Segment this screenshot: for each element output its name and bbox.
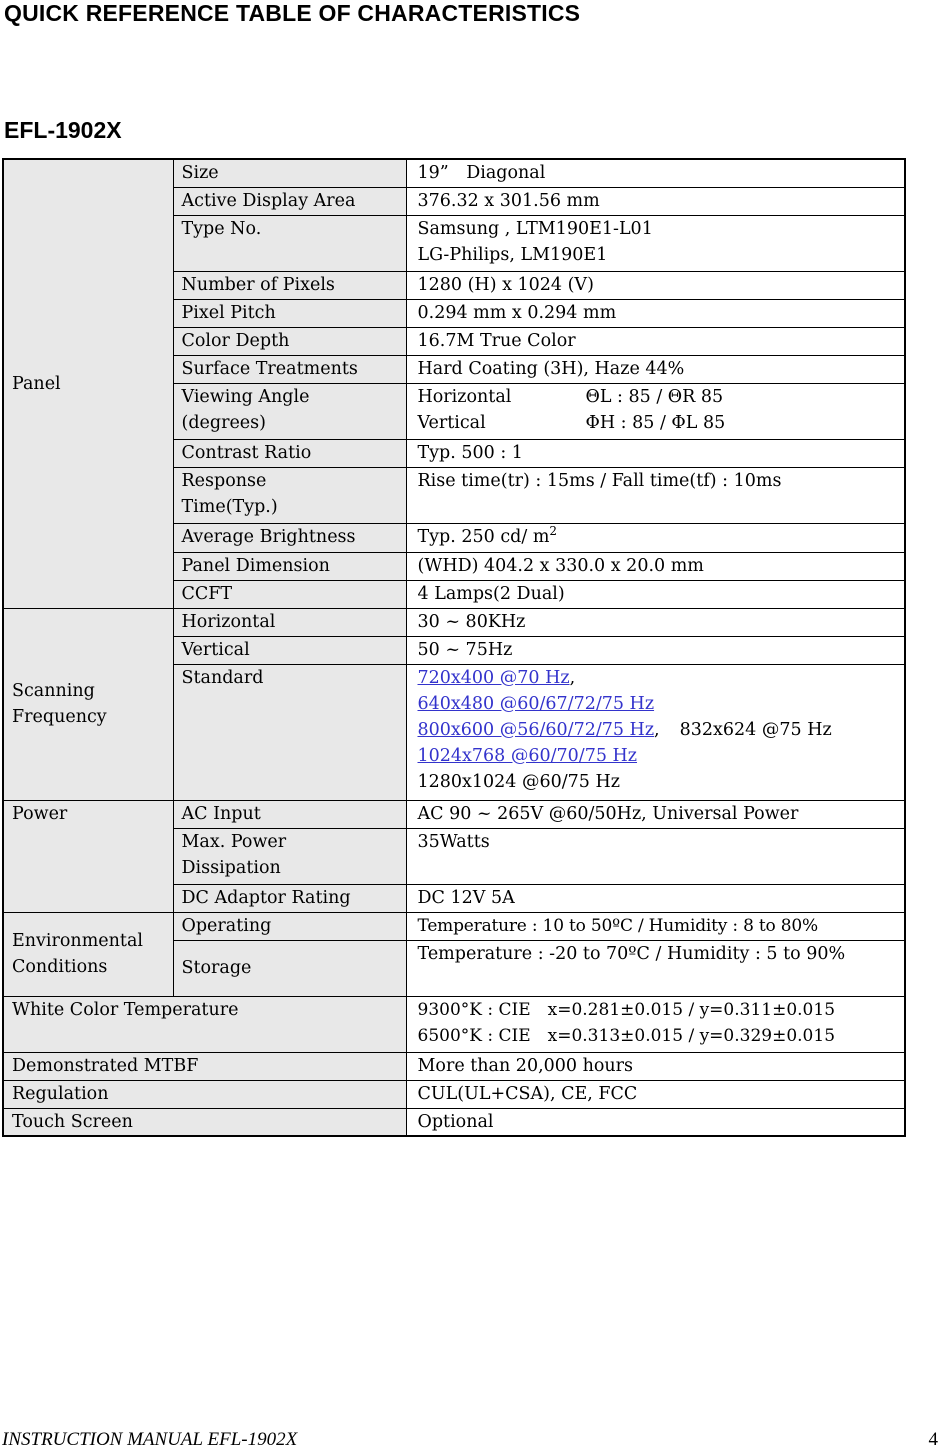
- row-label: Horizontal: [173, 608, 406, 636]
- standard-mode-link[interactable]: 640x480 @60/67/72/75 Hz: [417, 693, 655, 714]
- row-label: Pixel Pitch: [173, 299, 406, 327]
- row-value: 35Watts: [406, 828, 905, 884]
- row-label: Operating: [173, 912, 406, 940]
- model-heading: EFL-1902X: [4, 117, 122, 143]
- spec-table: [2, 158, 906, 1137]
- row-label: Size: [173, 159, 406, 187]
- table-row: [3, 996, 905, 1052]
- row-value: 50 ~ 75Hz: [406, 636, 905, 664]
- table-row: [3, 912, 905, 940]
- row-value: 30 ~ 80KHz: [406, 608, 905, 636]
- row-value: [406, 664, 905, 800]
- row-value: [406, 215, 905, 271]
- value-line: [418, 743, 897, 769]
- row-label: Vertical: [173, 636, 406, 664]
- separator: ,: [569, 667, 576, 688]
- row-label: Number of Pixels: [173, 271, 406, 299]
- row-value: Temperature : 10 to 50ºC / Humidity : 8 to 80%: [406, 912, 905, 940]
- row-value: [406, 523, 905, 552]
- viewing-vertical-value: ΦH : 85 / ΦL 85: [585, 412, 726, 433]
- group-panel: Panel: [3, 159, 173, 608]
- label-line: (degrees): [181, 412, 266, 433]
- group-environmental-conditions: [3, 912, 173, 996]
- row-value: Temperature : -20 to 70ºC / Humidity : 5 to 90%: [406, 940, 905, 996]
- page-number: 4: [928, 1429, 938, 1450]
- standard-mode-link[interactable]: 720x400 @70 Hz: [417, 667, 570, 688]
- table-row: [3, 1080, 905, 1108]
- row-label: Regulation: [3, 1080, 406, 1108]
- group-label-line: Conditions: [12, 957, 108, 977]
- label-line: Time(Typ.): [181, 496, 278, 517]
- group-power: Power: [3, 800, 173, 912]
- row-label: Panel Dimension: [173, 552, 406, 580]
- row-value: [406, 996, 905, 1052]
- row-label: Average Brightness: [173, 523, 406, 552]
- value-line: [418, 665, 897, 691]
- table-row: [3, 159, 905, 187]
- value-line: [418, 691, 897, 717]
- row-value: More than 20,000 hours: [406, 1052, 905, 1080]
- row-label: Standard: [173, 664, 406, 800]
- viewing-vertical-name: Vertical: [417, 412, 486, 433]
- row-label: Type No.: [173, 215, 406, 271]
- row-label: DC Adaptor Rating: [173, 884, 406, 912]
- table-row: [3, 1052, 905, 1080]
- row-label: Surface Treatments: [173, 355, 406, 383]
- viewing-horizontal-name: Horizontal: [417, 386, 512, 407]
- row-label: Demonstrated MTBF: [3, 1052, 406, 1080]
- group-scanning-frequency: [3, 608, 173, 800]
- row-value: Rise time(tr) : 15ms / Fall time(tf) : 10ms: [406, 467, 905, 523]
- value-line: 9300°K : CIE x=0.281±0.015 / y=0.311±0.015: [417, 999, 836, 1020]
- separator: ,: [654, 719, 660, 740]
- label-line: Dissipation: [181, 857, 281, 878]
- group-label-line: Frequency: [12, 707, 107, 727]
- standard-mode-text: 832x624 @75 Hz: [679, 719, 832, 740]
- row-value: Typ. 500 : 1: [406, 439, 905, 467]
- row-value: 1280 (H) x 1024 (V): [406, 271, 905, 299]
- row-value: Hard Coating (3H), Haze 44%: [406, 355, 905, 383]
- row-value: [406, 383, 905, 439]
- value-line: [418, 410, 897, 436]
- group-label-line: Environmental: [12, 931, 143, 951]
- row-value: 4 Lamps(2 Dual): [406, 580, 905, 608]
- row-label: Active Display Area: [173, 187, 406, 215]
- value-line: LG-Philips, LM190E1: [417, 244, 608, 265]
- label-line: Max. Power: [181, 831, 287, 852]
- viewing-horizontal-value: ΘL : 85 / ΘR 85: [585, 386, 724, 407]
- row-value: 0.294 mm x 0.294 mm: [406, 299, 905, 327]
- brightness-value: Typ. 250 cd/ m: [417, 526, 550, 547]
- brightness-superscript: 2: [549, 523, 558, 538]
- row-value: 19” Diagonal: [406, 159, 905, 187]
- value-line: 1280x1024 @60/75 Hz: [417, 771, 620, 792]
- group-label-line: Scanning: [12, 681, 95, 701]
- value-line: [418, 717, 897, 743]
- row-label: [173, 383, 406, 439]
- row-value: 376.32 x 301.56 mm: [406, 187, 905, 215]
- label-line: Viewing Angle: [181, 386, 310, 407]
- row-label: Color Depth: [173, 327, 406, 355]
- row-value: Optional: [406, 1108, 905, 1136]
- row-value: DC 12V 5A: [406, 884, 905, 912]
- row-value: CUL(UL+CSA), CE, FCC: [406, 1080, 905, 1108]
- row-label: CCFT: [173, 580, 406, 608]
- value-line: [418, 384, 897, 410]
- row-value: AC 90 ~ 265V @60/50Hz, Universal Power: [406, 800, 905, 828]
- value-line: 6500°K : CIE x=0.313±0.015 / y=0.329±0.015: [417, 1025, 836, 1046]
- standard-mode-link[interactable]: 800x600 @56/60/72/75 Hz: [417, 719, 655, 740]
- value-line: Samsung , LTM190E1-L01: [417, 218, 653, 239]
- row-label: Storage: [173, 940, 406, 996]
- label-line: Response: [181, 470, 267, 491]
- standard-mode-link[interactable]: 1024x768 @60/70/75 Hz: [417, 745, 638, 766]
- row-label: White Color Temperature: [3, 996, 406, 1052]
- row-label: AC Input: [173, 800, 406, 828]
- row-label: Contrast Ratio: [173, 439, 406, 467]
- row-label: [173, 828, 406, 884]
- table-row: [3, 1108, 905, 1136]
- table-row: [3, 800, 905, 828]
- table-row: [3, 608, 905, 636]
- row-label: Touch Screen: [3, 1108, 406, 1136]
- row-value: 16.7M True Color: [406, 327, 905, 355]
- footer-manual-title: INSTRUCTION MANUAL EFL-1902X: [2, 1429, 298, 1450]
- page-title: QUICK REFERENCE TABLE OF CHARACTERISTICS: [4, 0, 581, 26]
- row-value: (WHD) 404.2 x 330.0 x 20.0 mm: [406, 552, 905, 580]
- row-label: [173, 467, 406, 523]
